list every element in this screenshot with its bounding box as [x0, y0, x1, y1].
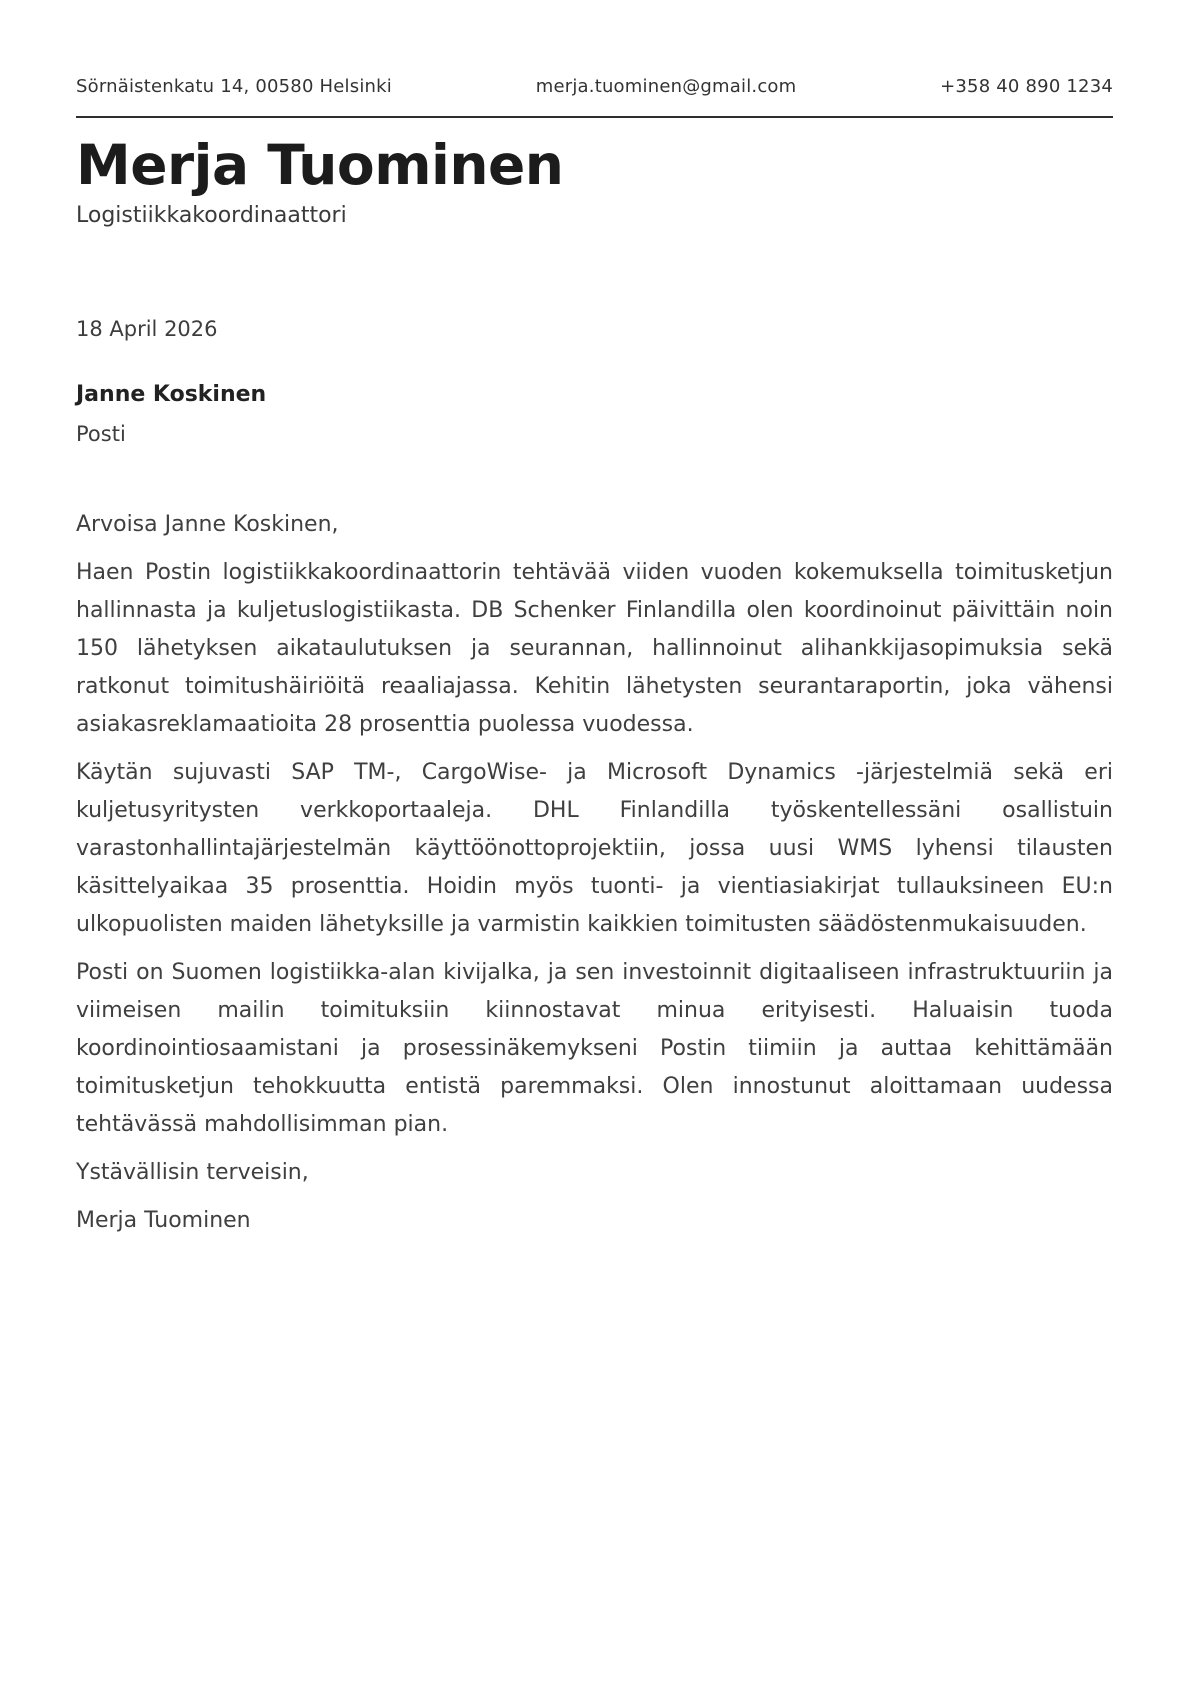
- letter-date: 18 April 2026: [76, 317, 218, 341]
- contact-address: Sörnäistenkatu 14, 00580 Helsinki: [76, 76, 392, 97]
- signature-name: Merja Tuominen: [76, 1208, 251, 1233]
- recipient-name: Janne Koskinen: [76, 382, 267, 407]
- contact-email: merja.tuominen@gmail.com: [535, 76, 797, 97]
- salutation: Arvoisa Janne Koskinen,: [76, 512, 339, 537]
- header-divider: [76, 116, 1113, 118]
- letter-body: [76, 506, 1113, 1240]
- person-name-title: Merja Tuominen: [76, 133, 564, 197]
- body-paragraph: Haen Postin logistiikkakoordinaattorin tehtävää viiden vuoden kokemuksella toimitusketjun hallinnasta ja kuljetuslogistiikasta. DB Schenker Finlandilla olen koordinoinut päivittäin noin 150 lähetyksen aikataulutuksen ja seurannan, hallinnoinut alihankkijasopimuksia sekä ratkonut toimitushäiriöitä reaaliajassa. Kehitin lähetysten seurantaraportin, joka vähensi asiakasreklamaatioita 28 prosenttia puolessa vuodessa.: [76, 560, 1113, 737]
- body-paragraph: Käytän sujuvasti SAP TM-, CargoWise- ja Microsoft Dynamics -järjestelmiä sekä eri kuljetusyritysten verkkoportaaleja. DHL Finlandilla työskentellessäni osallistuin varastonhallintajärjestelmän käyttöönottoprojektiin, jossa uusi WMS lyhensi tilausten käsittelyaikaa 35 prosenttia. Hoidin myös tuonti- ja vientiasiakirjat tullauksineen EU:n ulkopuolisten maiden lähetyksille ja varmistin kaikkien toimitusten säädöstenmukaisuuden.: [76, 760, 1113, 937]
- job-title: Logistiikkakoordinaattori: [76, 203, 347, 228]
- closing-phrase: Ystävällisin terveisin,: [76, 1160, 309, 1185]
- contact-header: [76, 75, 1113, 99]
- body-paragraph: Posti on Suomen logistiikka-alan kivijalka, ja sen investoinnit digitaaliseen infrastruktuuriin ja viimeisen mailin toimituksiin kiinnostavat minua erityisesti. Haluaisin tuoda koordinointiosaamistani ja prosessinäkemykseni Postin tiimiin ja auttaa kehittämään toimitusketjun tehokkuutta entistä paremmaksi. Olen innostunut aloittamaan uudessa tehtävässä mahdollisimman pian.: [76, 960, 1113, 1137]
- contact-phone: +358 40 890 1234: [940, 76, 1113, 97]
- recipient-company: Posti: [76, 422, 126, 446]
